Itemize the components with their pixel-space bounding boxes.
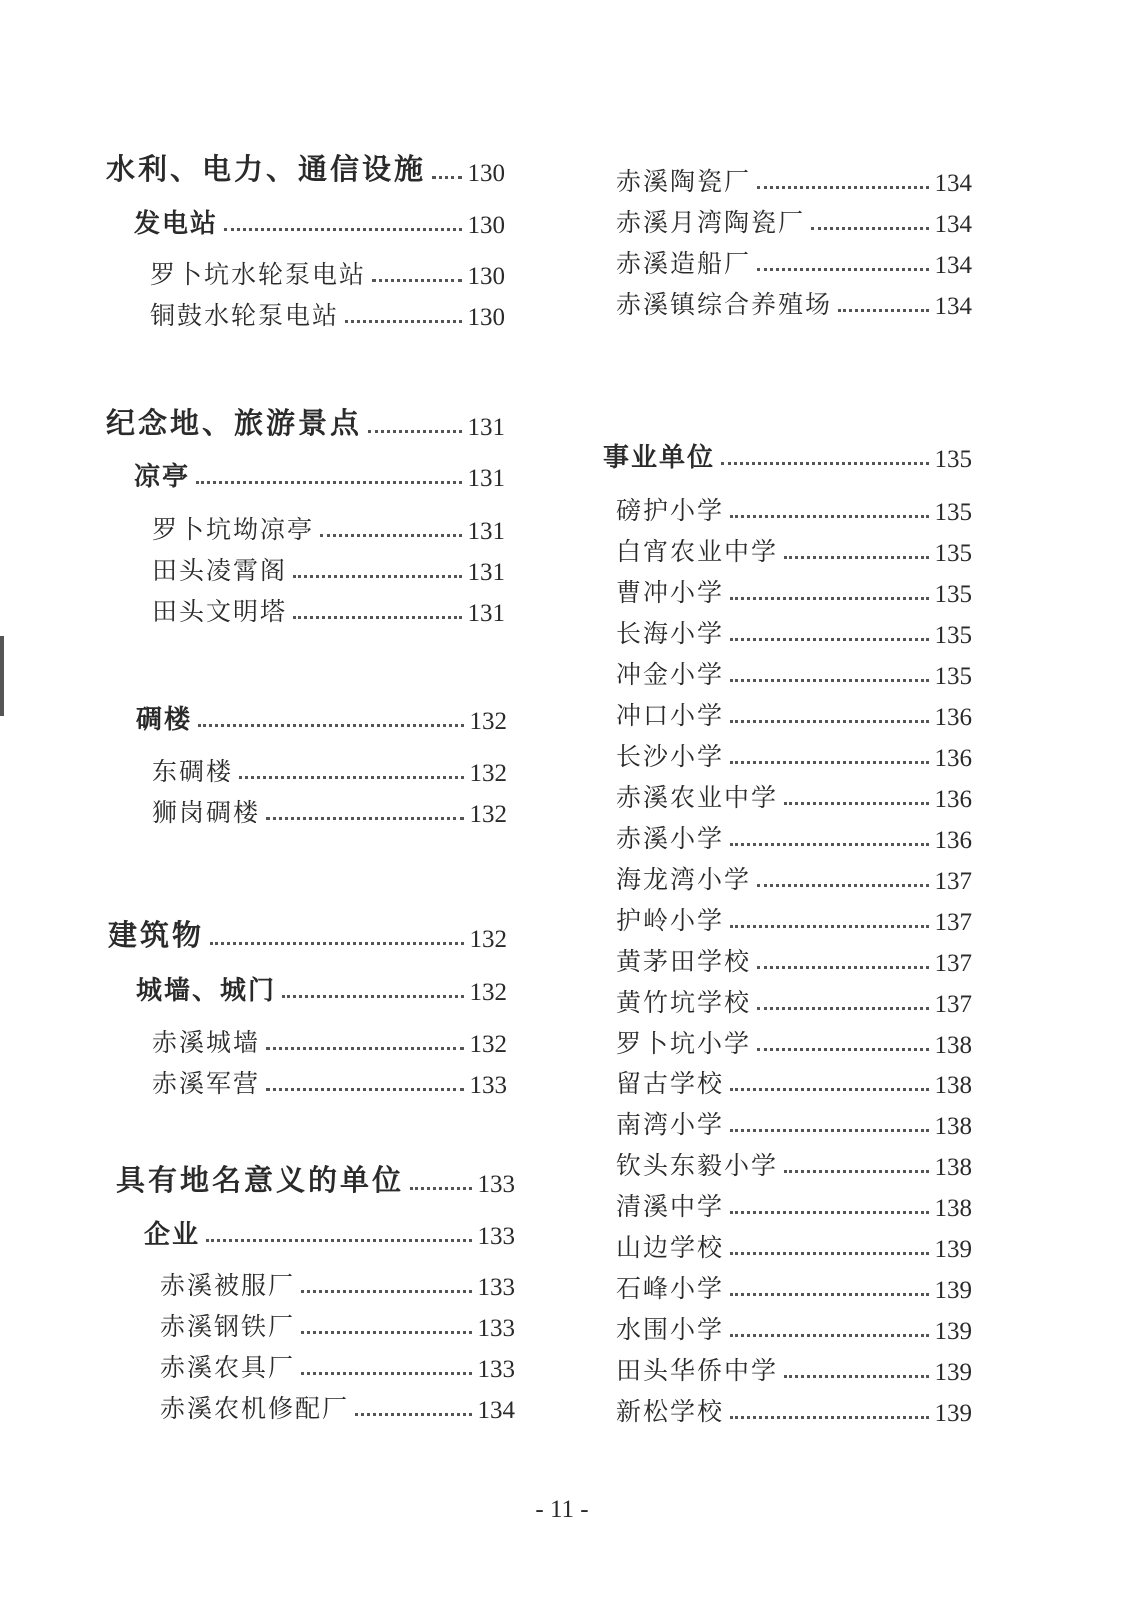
dot-leader: [730, 720, 928, 723]
page-number: - 11 -: [535, 1496, 589, 1523]
toc-entry: [616, 979, 972, 1019]
toc-entry: [616, 240, 972, 280]
toc-entry-page: 138: [934, 1072, 972, 1099]
toc-entry-page: 135: [934, 663, 972, 690]
toc-entry-page: 130: [467, 263, 505, 290]
toc-entry: [616, 1020, 972, 1060]
toc-entry: [616, 1142, 972, 1182]
dot-leader: [224, 228, 461, 231]
toc-entry: [150, 292, 505, 332]
toc-entry-page: 133: [477, 1315, 515, 1342]
toc-entry: [616, 1101, 972, 1141]
dot-leader: [266, 817, 463, 820]
toc-entry: [616, 1060, 972, 1100]
toc-entry-title: 水围小学: [616, 1315, 725, 1344]
toc-entry-page: 133: [477, 1171, 515, 1198]
toc-entry: [616, 692, 972, 732]
toc-entry-title: 水利、电力、通信设施: [106, 152, 427, 186]
toc-entry: [152, 588, 505, 628]
toc-entry-page: 131: [467, 518, 505, 545]
toc-entry: [616, 651, 972, 691]
toc-entry: [616, 1183, 972, 1223]
toc-entry-page: 131: [467, 600, 505, 627]
toc-entry: [616, 610, 972, 650]
toc-entry: [160, 1303, 515, 1343]
toc-entry: [616, 528, 972, 568]
toc-entry: [160, 1262, 515, 1302]
dot-leader: [301, 1290, 471, 1293]
toc-entry-page: 131: [467, 414, 505, 441]
dot-leader: [730, 925, 928, 928]
toc-entry-page: 133: [477, 1223, 515, 1250]
toc-entry-page: 132: [469, 708, 507, 735]
toc-entry: [616, 487, 972, 527]
toc-entry: [108, 914, 507, 954]
toc-entry-title: 冲口小学: [616, 701, 725, 730]
toc-entry-title: 赤溪军营: [152, 1069, 261, 1098]
dot-leader: [757, 1048, 928, 1051]
dot-leader: [293, 616, 461, 619]
toc-entry-page: 135: [934, 622, 972, 649]
dot-leader: [730, 761, 928, 764]
dot-leader: [266, 1047, 463, 1050]
toc-entry-page: 136: [934, 745, 972, 772]
toc-entry-page: 132: [469, 801, 507, 828]
toc-entry: [616, 569, 972, 609]
toc-entry-title: 企业: [144, 1220, 201, 1250]
dot-leader: [784, 1170, 928, 1173]
toc-entry-title: 长海小学: [616, 619, 725, 648]
dot-leader: [368, 430, 461, 433]
dot-leader: [757, 884, 928, 887]
toc-entry-page: 137: [934, 909, 972, 936]
dot-leader: [301, 1372, 471, 1375]
dot-leader: [784, 556, 928, 559]
dot-leader: [730, 1416, 928, 1419]
toc-entry: [616, 158, 972, 198]
toc-entry-page: 139: [934, 1277, 972, 1304]
toc-entry-page: 139: [934, 1236, 972, 1263]
toc-entry-title: 事业单位: [603, 443, 716, 473]
toc-entry-title: 白宵农业中学: [616, 537, 779, 566]
toc-entry-page: 132: [469, 979, 507, 1006]
toc-entry-page: 138: [934, 1154, 972, 1181]
toc-entry: [134, 200, 505, 240]
toc-entry-page: 139: [934, 1359, 972, 1386]
toc-entry-page: 139: [934, 1318, 972, 1345]
toc-entry-page: 131: [467, 465, 505, 492]
toc-entry: [144, 1211, 515, 1251]
toc-entry-title: 黄茅田学校: [616, 947, 752, 976]
toc-entry: [616, 1306, 972, 1346]
toc-entry: [136, 696, 507, 736]
toc-entry-title: 新松学校: [616, 1397, 725, 1426]
toc-entry-title: 长沙小学: [616, 742, 725, 771]
dot-leader: [757, 1007, 928, 1010]
toc-entry-title: 罗卜坑水轮泵电站: [150, 260, 367, 289]
dot-leader: [432, 176, 461, 179]
toc-entry-page: 134: [477, 1397, 515, 1424]
dot-leader: [206, 1239, 471, 1242]
toc-entry-title: 赤溪月湾陶瓷厂: [616, 208, 806, 237]
toc-entry-title: 石峰小学: [616, 1274, 725, 1303]
toc-entry-title: 凉亭: [134, 462, 191, 492]
toc-entry-page: 137: [934, 950, 972, 977]
dot-leader: [730, 1129, 928, 1132]
toc-entry-title: 田头凌霄阁: [152, 556, 288, 585]
dot-leader: [210, 942, 463, 945]
toc-entry-page: 137: [934, 868, 972, 895]
toc-entry-page: 134: [934, 170, 972, 197]
dot-leader: [730, 1088, 928, 1091]
toc-entry-title: 赤溪钢铁厂: [160, 1312, 296, 1341]
toc-entry-title: 山边学校: [616, 1233, 725, 1262]
toc-entry: [603, 434, 972, 474]
dot-leader: [320, 534, 461, 537]
dot-leader: [410, 1187, 471, 1190]
toc-entry-page: 136: [934, 827, 972, 854]
dot-leader: [757, 966, 928, 969]
dot-leader: [266, 1088, 463, 1091]
toc-entry: [152, 1060, 507, 1100]
toc-entry-title: 赤溪农具厂: [160, 1353, 296, 1382]
dot-leader: [730, 597, 928, 600]
toc-entry: [616, 774, 972, 814]
toc-entry-page: 135: [934, 446, 972, 473]
toc-entry-page: 134: [934, 252, 972, 279]
toc-entry-title: 东碉楼: [152, 757, 234, 786]
dot-leader: [282, 995, 463, 998]
dot-leader: [730, 1334, 928, 1337]
toc-entry: [616, 733, 972, 773]
toc-entry-title: 城墙、城门: [136, 976, 277, 1006]
toc-entry: [616, 1224, 972, 1264]
toc-entry-page: 136: [934, 704, 972, 731]
toc-entry-title: 纪念地、旅游景点: [106, 406, 363, 440]
dot-leader: [372, 279, 461, 282]
toc-entry-title: 赤溪小学: [616, 824, 725, 853]
toc-entry-title: 田头文明塔: [152, 597, 288, 626]
toc-entry-title: 罗卜坑小学: [616, 1029, 752, 1058]
dot-leader: [345, 320, 461, 323]
toc-entry-title: 罗卜坑坳凉亭: [152, 515, 315, 544]
toc-entry-title: 建筑物: [108, 918, 205, 952]
toc-entry-title: 留古学校: [616, 1069, 725, 1098]
toc-entry-title: 碉楼: [136, 705, 193, 735]
toc-entry-title: 赤溪农业中学: [616, 783, 779, 812]
toc-entry: [152, 506, 505, 546]
toc-entry: [616, 938, 972, 978]
toc-entry: [616, 815, 972, 855]
dot-leader: [784, 802, 928, 805]
toc-entry-title: 田头华侨中学: [616, 1356, 779, 1385]
toc-entry-page: 133: [469, 1072, 507, 1099]
dot-leader: [198, 724, 463, 727]
toc-entry-page: 132: [469, 926, 507, 953]
toc-entry: [616, 1388, 972, 1428]
toc-entry-page: 136: [934, 786, 972, 813]
dot-leader: [730, 1293, 928, 1296]
dot-leader: [811, 227, 928, 230]
dot-leader: [757, 268, 928, 271]
toc-entry-title: 清溪中学: [616, 1192, 725, 1221]
toc-entry: [136, 967, 507, 1007]
toc-entry: [150, 251, 505, 291]
dot-leader: [757, 186, 928, 189]
toc-entry-title: 赤溪陶瓷厂: [616, 167, 752, 196]
toc-entry: [616, 897, 972, 937]
toc-entry-page: 137: [934, 991, 972, 1018]
toc-entry: [616, 281, 972, 321]
toc-entry: [616, 856, 972, 896]
toc-entry: [116, 1159, 515, 1199]
toc-entry-page: 135: [934, 499, 972, 526]
dot-leader: [721, 462, 928, 465]
toc-entry-title: 磅护小学: [616, 496, 725, 525]
toc-entry: [616, 199, 972, 239]
dot-leader: [196, 481, 461, 484]
toc-entry-title: 铜鼓水轮泵电站: [150, 301, 340, 330]
toc-entry-title: 护岭小学: [616, 906, 725, 935]
toc-entry-page: 134: [934, 293, 972, 320]
toc-entry-title: 赤溪镇综合养殖场: [616, 290, 833, 319]
toc-entry: [160, 1385, 515, 1425]
toc-entry: [134, 453, 505, 493]
toc-entry: [106, 148, 505, 188]
dot-leader: [239, 776, 463, 779]
toc-entry: [152, 1019, 507, 1059]
toc-entry-title: 海龙湾小学: [616, 865, 752, 894]
toc-entry-page: 130: [467, 160, 505, 187]
toc-entry: [616, 1347, 972, 1387]
dot-leader: [301, 1331, 471, 1334]
toc-entry-title: 狮岗碉楼: [152, 798, 261, 827]
toc-entry: [106, 402, 505, 442]
toc-entry-title: 赤溪造船厂: [616, 249, 752, 278]
toc-entry-title: 赤溪被服厂: [160, 1271, 296, 1300]
toc-entry-title: 南湾小学: [616, 1110, 725, 1139]
toc-entry-page: 135: [934, 581, 972, 608]
toc-entry-title: 钦头东毅小学: [616, 1151, 779, 1180]
dot-leader: [730, 1252, 928, 1255]
dot-leader: [838, 309, 928, 312]
toc-entry-page: 130: [467, 304, 505, 331]
toc-entry-page: 131: [467, 559, 505, 586]
toc-entry-page: 133: [477, 1356, 515, 1383]
toc-entry-page: 138: [934, 1032, 972, 1059]
toc-entry-page: 132: [469, 1031, 507, 1058]
toc-entry-page: 139: [934, 1400, 972, 1427]
toc-entry-title: 冲金小学: [616, 660, 725, 689]
toc-entry: [160, 1344, 515, 1384]
toc-entry-page: 135: [934, 540, 972, 567]
toc-entry-title: 赤溪农机修配厂: [160, 1394, 350, 1423]
toc-entry-page: 130: [467, 212, 505, 239]
toc-entry-page: 133: [477, 1274, 515, 1301]
toc-entry-title: 黄竹坑学校: [616, 988, 752, 1017]
toc-entry: [152, 789, 507, 829]
toc-entry: [152, 547, 505, 587]
toc-entry-title: 赤溪城墙: [152, 1028, 261, 1057]
toc-entry: [616, 1265, 972, 1305]
dot-leader: [730, 515, 928, 518]
toc-entry-page: 134: [934, 211, 972, 238]
dot-leader: [730, 1211, 928, 1214]
toc-entry-page: 132: [469, 760, 507, 787]
dot-leader: [293, 575, 461, 578]
dot-leader: [730, 679, 928, 682]
toc-entry-title: 发电站: [134, 209, 219, 239]
dot-leader: [730, 638, 928, 641]
toc-entry-title: 曹冲小学: [616, 578, 725, 607]
toc-entry-title: 具有地名意义的单位: [116, 1163, 405, 1197]
toc-entry: [152, 748, 507, 788]
toc-entry-page: 138: [934, 1195, 972, 1222]
page-edge-mark: [0, 636, 4, 716]
dot-leader: [730, 843, 928, 846]
dot-leader: [355, 1413, 471, 1416]
toc-entry-page: 138: [934, 1113, 972, 1140]
dot-leader: [784, 1375, 928, 1378]
